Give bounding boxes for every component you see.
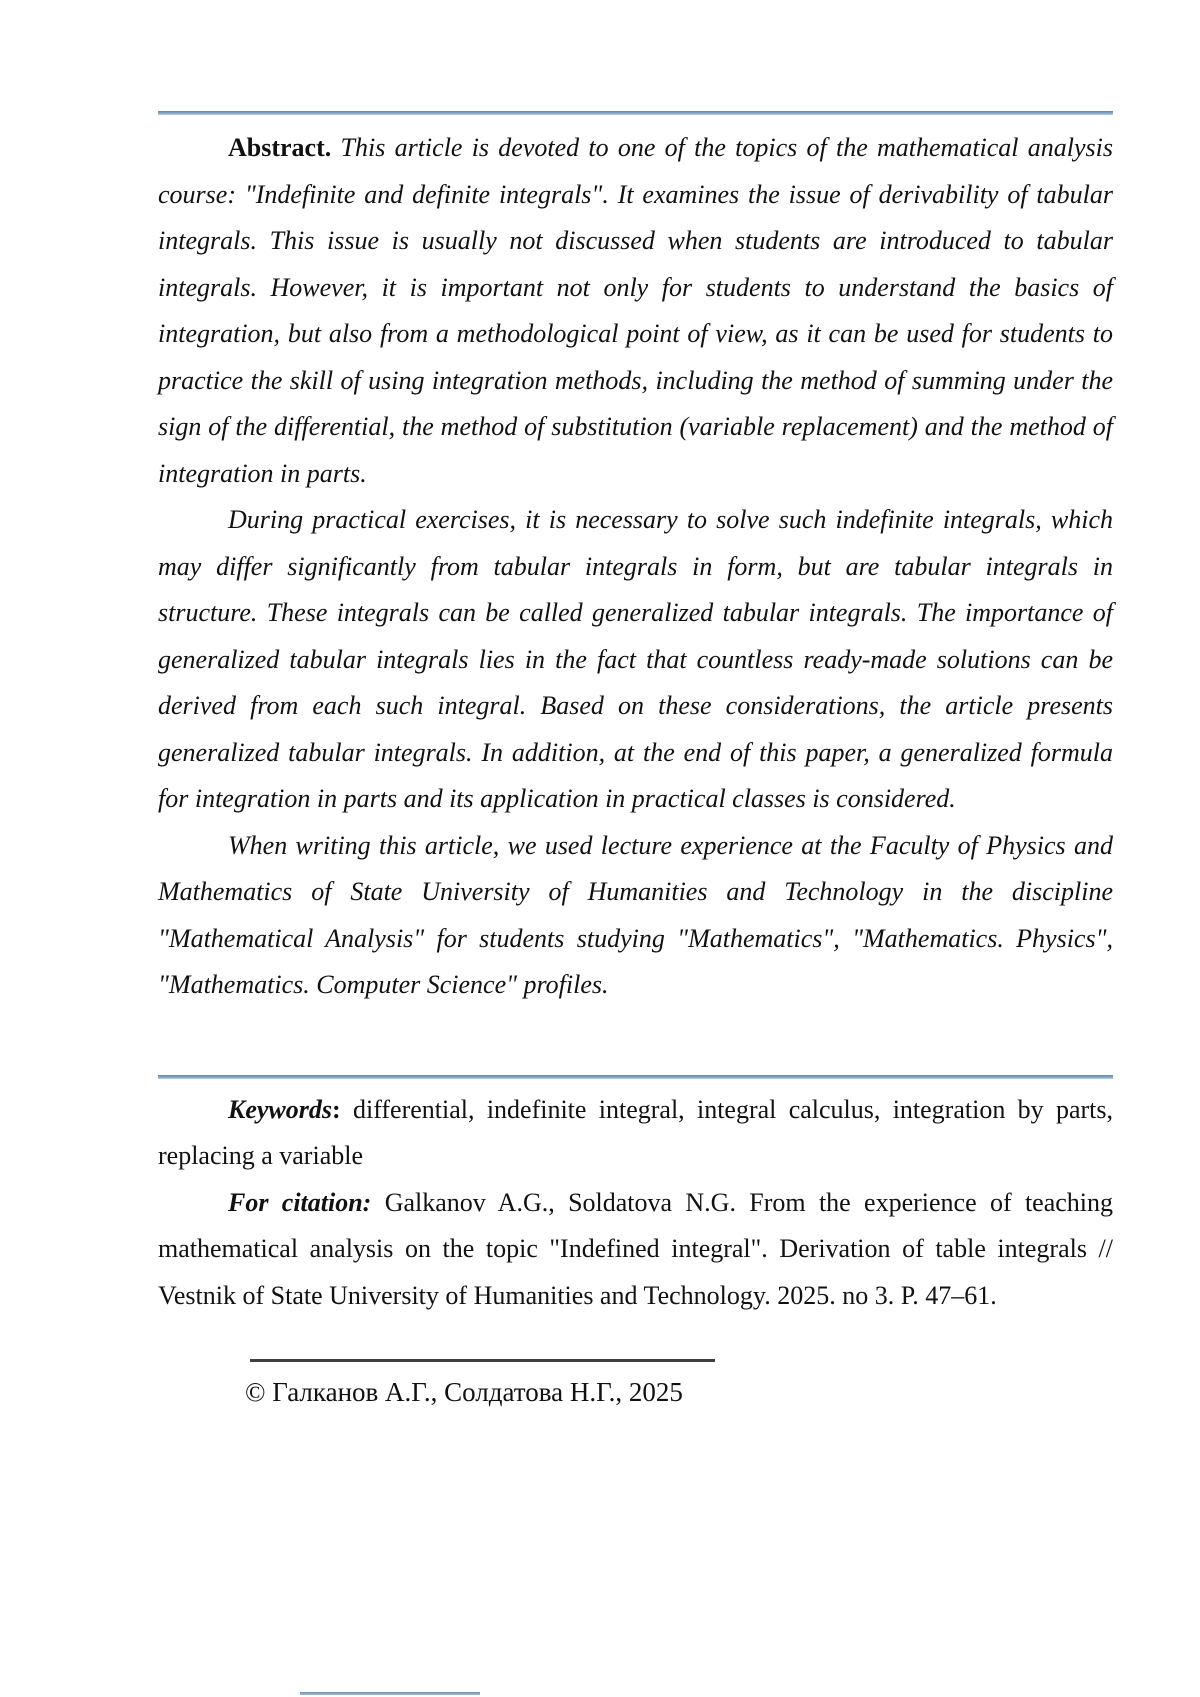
horizontal-rule-keywords	[158, 1075, 1113, 1079]
keywords-text: differential, indefinite integral, integral calculus, integration by parts, replacing a variable	[158, 1094, 1113, 1170]
copyright-text: © Галканов А.Г., Солдатова Н.Г., 2025	[245, 1377, 683, 1407]
keywords-label: Keywords	[228, 1094, 332, 1124]
citation-paragraph	[158, 1180, 1113, 1320]
citation-label: For citation:	[228, 1187, 372, 1217]
keywords-colon: :	[332, 1094, 341, 1124]
bottom-edge-rule-fragment	[300, 1692, 480, 1695]
abstract-paragraph	[158, 125, 1113, 497]
page-content	[0, 111, 1200, 1412]
keywords-paragraph	[158, 1087, 1113, 1180]
copyright-line	[245, 1372, 1113, 1412]
body-paragraph	[158, 497, 1113, 823]
paragraph-text: During practical exercises, it is necessary to solve such indefinite integrals, which may differ significantly from tabular integrals in form, but are tabular integrals in structure. These integrals can be called generalized tabular integrals. The importance of generalized tabular integrals lies in the fact that countless ready-made solutions can be derived from each such integral. Based on these considerations, the article presents generalized tabular integrals. In addition, at the end of this paper, a generalized formula for integration in parts and its application in practical classes is considered.	[158, 505, 1113, 813]
abstract-label: Abstract.	[228, 133, 332, 162]
abstract-text: This article is devoted to one of the topics of the mathematical analysis course: "Indefinite and definite integrals". It examines the issue of derivability of tabular integrals. This issue is usually not discussed when students are introduced to tabular integrals. However, it is important not only for students to understand the basics of integration, but also from a methodological point of view, as it can be used for students to practice the skill of using integration methods, including the method of summing under the sign of the differential, the method of substitution (variable replacement) and the method of integration in parts.	[158, 133, 1114, 488]
body-paragraph	[158, 823, 1113, 1009]
footnote-separator-rule	[250, 1359, 715, 1362]
paragraph-text: When writing this article, we used lecture experience at the Faculty of Physics and Mathematics of State University of Humanities and Technology in the discipline "Mathematical Analysis" for students studying "Mathematics", "Mathematics. Physics", "Mathematics. Computer Science" profiles.	[158, 830, 1113, 999]
horizontal-rule-top	[158, 111, 1113, 115]
citation-text: Galkanov A.G., Soldatova N.G. From the experience of teaching mathematical analysis on the topic "Indefined integral". Derivation of table integrals // Vestnik of State University of Humanities and Technology. 2025. no 3. P. 47–61.	[158, 1187, 1114, 1310]
